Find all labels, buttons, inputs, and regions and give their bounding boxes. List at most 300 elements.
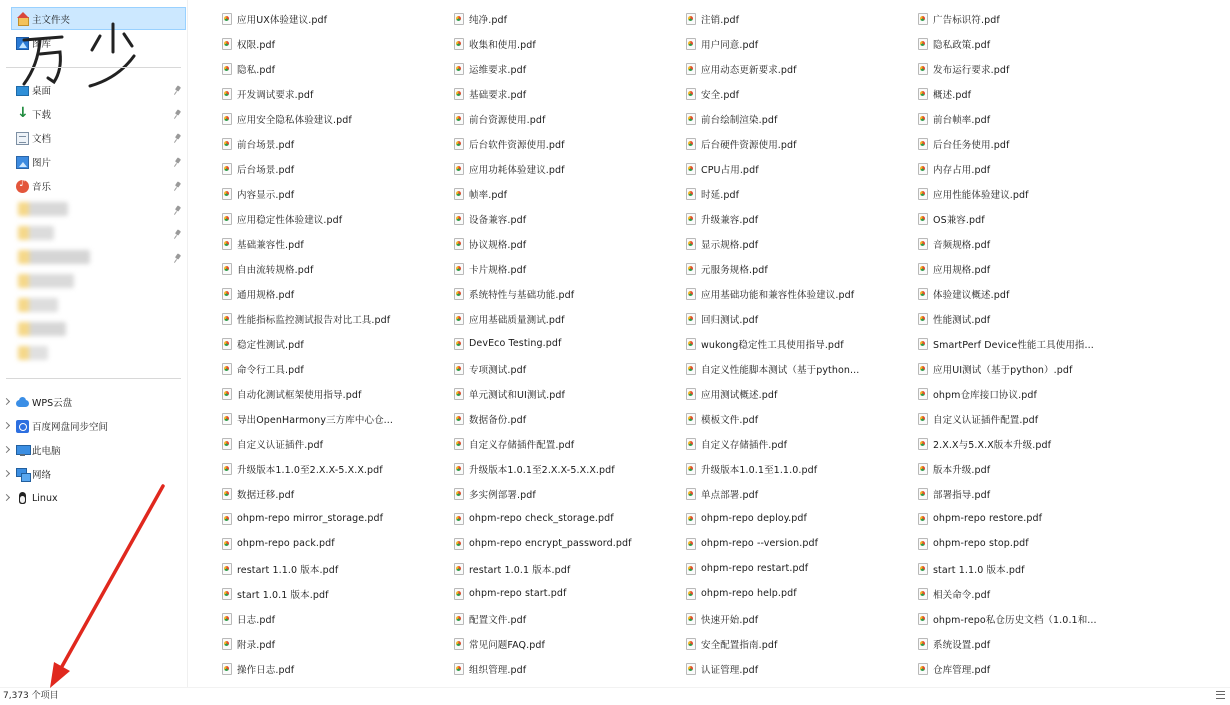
redacted-folder[interactable]: [18, 322, 66, 336]
file-item[interactable]: [222, 156, 442, 181]
file-name: 协议规格.pdf: [469, 239, 527, 251]
details-view-icon[interactable]: [1215, 689, 1226, 700]
file-item[interactable]: [454, 381, 674, 406]
file-item[interactable]: [454, 231, 674, 256]
file-name: 应用功耗体验建议.pdf: [469, 164, 565, 176]
file-item[interactable]: [918, 531, 1138, 556]
nav-item-label: 主文件夹: [32, 14, 71, 26]
chevron-right-icon[interactable]: [3, 470, 10, 477]
pdf-file-icon: [222, 138, 231, 149]
pin-icon: [175, 182, 182, 191]
pdf-file-icon: [686, 388, 695, 399]
file-item[interactable]: [686, 81, 906, 106]
pdf-file-icon: [222, 513, 231, 524]
file-name: 应用测试概述.pdf: [701, 389, 778, 401]
file-name: 自定义认证插件配置.pdf: [933, 414, 1039, 426]
pdf-file-icon: [686, 63, 695, 74]
file-item[interactable]: [918, 631, 1138, 656]
pdf-file-icon: [454, 538, 463, 549]
file-name: 权限.pdf: [237, 39, 276, 51]
nav-item-pictures[interactable]: [16, 151, 51, 173]
chevron-right-icon[interactable]: [3, 398, 10, 405]
pdf-file-icon: [454, 288, 463, 299]
file-item[interactable]: [686, 106, 906, 131]
pdf-file-icon: [222, 13, 231, 24]
file-item[interactable]: [918, 431, 1138, 456]
redacted-folder[interactable]: [18, 298, 58, 312]
file-name: ohpm-repo --version.pdf: [701, 538, 819, 549]
file-name: 应用UI测试（基于python）.pdf: [933, 364, 1073, 376]
nav-item-music[interactable]: [16, 175, 51, 197]
pdf-file-icon: [686, 288, 695, 299]
pdf-file-icon: [454, 413, 463, 424]
desktop-icon: [16, 86, 29, 96]
file-item[interactable]: [454, 431, 674, 456]
file-item[interactable]: [686, 531, 906, 556]
pin-icon: [175, 134, 182, 143]
file-item[interactable]: [686, 256, 906, 281]
pin-icon: [175, 230, 182, 239]
pdf-file-icon: [918, 463, 927, 474]
file-item[interactable]: [918, 656, 1138, 681]
pdf-file-icon: [454, 463, 463, 474]
pdf-file-icon: [222, 63, 231, 74]
file-name: 前台场景.pdf: [237, 139, 295, 151]
file-item[interactable]: [686, 656, 906, 681]
file-name: 自定义存储插件.pdf: [701, 439, 788, 451]
file-name: 运维要求.pdf: [469, 64, 527, 76]
file-item[interactable]: [918, 156, 1138, 181]
file-item[interactable]: [686, 156, 906, 181]
pdf-file-icon: [454, 663, 463, 674]
nav-item-label: 音乐: [32, 182, 52, 193]
file-item[interactable]: [454, 406, 674, 431]
file-name: ohpm-repo restart.pdf: [701, 563, 809, 574]
nav-item-network[interactable]: [16, 463, 51, 485]
file-name: 基础兼容性.pdf: [237, 239, 304, 251]
file-name: 设备兼容.pdf: [469, 214, 527, 226]
file-name: 应用稳定性体验建议.pdf: [237, 214, 343, 226]
pdf-file-icon: [222, 413, 231, 424]
pin-icon: [175, 206, 182, 215]
navigation-pane: [0, 0, 188, 688]
file-item[interactable]: [686, 406, 906, 431]
file-item[interactable]: [454, 506, 674, 531]
pin-icon: [175, 254, 182, 263]
pdf-file-icon: [686, 538, 695, 549]
file-item[interactable]: [222, 481, 442, 506]
file-name: 性能指标监控测试报告对比工具.pdf: [237, 314, 391, 326]
redacted-folder[interactable]: [18, 202, 68, 216]
file-item[interactable]: [222, 306, 442, 331]
file-item[interactable]: [222, 281, 442, 306]
file-item[interactable]: [454, 31, 674, 56]
pdf-file-icon: [454, 338, 463, 349]
file-name: 相关命令.pdf: [933, 589, 991, 601]
file-name: 版本升级.pdf: [933, 464, 991, 476]
file-name: 组织管理.pdf: [469, 664, 527, 676]
file-item[interactable]: [918, 256, 1138, 281]
pdf-file-icon: [686, 238, 695, 249]
file-name: 升级兼容.pdf: [701, 214, 759, 226]
file-item[interactable]: [918, 606, 1138, 631]
file-item[interactable]: [918, 556, 1138, 581]
file-name: 多实例部署.pdf: [469, 489, 536, 501]
pdf-file-icon: [686, 638, 695, 649]
file-name: 专项测试.pdf: [469, 364, 527, 376]
file-item[interactable]: [222, 456, 442, 481]
file-item[interactable]: [222, 181, 442, 206]
file-item[interactable]: [454, 56, 674, 81]
file-name: 仓库管理.pdf: [933, 664, 991, 676]
file-item[interactable]: [686, 231, 906, 256]
nav-item-label: 文档: [32, 134, 52, 145]
file-item[interactable]: [454, 481, 674, 506]
file-item[interactable]: [222, 6, 442, 31]
file-name: 安全配置指南.pdf: [701, 639, 778, 651]
redacted-folder[interactable]: [18, 274, 74, 288]
file-name: 卡片规格.pdf: [469, 264, 527, 276]
file-item[interactable]: [222, 431, 442, 456]
file-item[interactable]: [454, 581, 674, 606]
pdf-file-icon: [918, 163, 927, 174]
nav-item-wps-cloud[interactable]: [16, 391, 72, 413]
file-item[interactable]: [686, 356, 906, 381]
chevron-right-icon[interactable]: [3, 446, 10, 453]
pdf-file-icon: [686, 213, 695, 224]
pdf-file-icon: [686, 663, 695, 674]
file-name: start 1.0.1 版本.pdf: [237, 589, 329, 601]
file-item[interactable]: [686, 606, 906, 631]
pdf-file-icon: [454, 113, 463, 124]
file-name: 后台场景.pdf: [237, 164, 295, 176]
file-name: 后台硬件资源使用.pdf: [701, 139, 797, 151]
file-item[interactable]: [222, 606, 442, 631]
pdf-file-icon: [454, 438, 463, 449]
file-name: 数据备份.pdf: [469, 414, 527, 426]
file-name: 回归测试.pdf: [701, 314, 759, 326]
pdf-file-icon: [222, 613, 231, 624]
pdf-file-icon: [454, 163, 463, 174]
pdf-file-icon: [454, 88, 463, 99]
file-item[interactable]: [222, 656, 442, 681]
redacted-folder[interactable]: [18, 226, 54, 240]
file-item[interactable]: [222, 131, 442, 156]
file-name: 升级版本1.1.0至2.X.X-5.X.X.pdf: [237, 464, 383, 476]
computer-icon: [16, 444, 29, 457]
file-item[interactable]: [222, 56, 442, 81]
pdf-file-icon: [686, 488, 695, 499]
separator: [6, 67, 181, 68]
pdf-file-icon: [222, 188, 231, 199]
pdf-file-icon: [918, 138, 927, 149]
file-item[interactable]: [686, 581, 906, 606]
file-item[interactable]: [686, 31, 906, 56]
pdf-file-icon: [686, 363, 695, 374]
file-name: 配置文件.pdf: [469, 614, 527, 626]
file-item[interactable]: [454, 81, 674, 106]
file-name: SmartPerf Device性能工具使用指...: [933, 339, 1094, 351]
chevron-right-icon[interactable]: [3, 422, 10, 429]
file-item[interactable]: [222, 31, 442, 56]
file-item[interactable]: [918, 181, 1138, 206]
file-item[interactable]: [918, 481, 1138, 506]
nav-item-this-pc[interactable]: [16, 439, 61, 461]
file-name: restart 1.0.1 版本.pdf: [469, 564, 571, 576]
file-name: 隐私.pdf: [237, 64, 276, 76]
pdf-file-icon: [918, 88, 927, 99]
file-name: 自动化测试框架使用指导.pdf: [237, 389, 362, 401]
pdf-file-icon: [686, 313, 695, 324]
file-item[interactable]: [454, 6, 674, 31]
file-name: ohpm-repo stop.pdf: [933, 538, 1029, 549]
nav-item-home[interactable]: [11, 7, 186, 30]
file-item[interactable]: [918, 381, 1138, 406]
nav-item-desktop[interactable]: [16, 79, 51, 101]
pdf-file-icon: [918, 338, 927, 349]
file-item[interactable]: [222, 381, 442, 406]
pdf-file-icon: [686, 513, 695, 524]
pdf-file-icon: [222, 338, 231, 349]
file-name: 前台资源使用.pdf: [469, 114, 546, 126]
nav-item-label: Linux: [32, 492, 58, 504]
file-item[interactable]: [454, 631, 674, 656]
file-name: 应用动态更新要求.pdf: [701, 64, 797, 76]
file-name: 自由流转规格.pdf: [237, 264, 314, 276]
file-name: 数据迁移.pdf: [237, 489, 295, 501]
chevron-right-icon[interactable]: [3, 494, 10, 501]
file-item[interactable]: [918, 506, 1138, 531]
gallery-icon: [16, 37, 29, 50]
file-item[interactable]: [454, 256, 674, 281]
file-item[interactable]: [454, 106, 674, 131]
file-item[interactable]: [918, 131, 1138, 156]
file-name: ohpm-repo restore.pdf: [933, 513, 1043, 524]
file-name: 认证管理.pdf: [701, 664, 759, 676]
pdf-file-icon: [454, 13, 463, 24]
file-item[interactable]: [454, 281, 674, 306]
file-item[interactable]: [918, 31, 1138, 56]
file-item[interactable]: [686, 456, 906, 481]
file-item[interactable]: [918, 106, 1138, 131]
pdf-file-icon: [918, 263, 927, 274]
pdf-file-icon: [918, 363, 927, 374]
file-item[interactable]: [222, 331, 442, 356]
file-item[interactable]: [918, 231, 1138, 256]
file-name: 纯净.pdf: [469, 14, 508, 26]
file-name: ohpm-repo pack.pdf: [237, 538, 335, 549]
nav-item-baidu-sync[interactable]: [16, 415, 108, 437]
file-item[interactable]: [686, 181, 906, 206]
file-item[interactable]: [686, 281, 906, 306]
nav-item-label: 百度网盘同步空间: [32, 422, 109, 433]
pdf-file-icon: [222, 88, 231, 99]
nav-item-linux[interactable]: [16, 487, 58, 509]
file-name: 内容显示.pdf: [237, 189, 295, 201]
file-item[interactable]: [454, 606, 674, 631]
file-name: ohpm-repo私仓历史文档（1.0.1和...: [933, 614, 1097, 626]
file-item[interactable]: [686, 481, 906, 506]
pdf-file-icon: [454, 588, 463, 599]
file-item[interactable]: [686, 381, 906, 406]
file-name: 用户同意.pdf: [701, 39, 759, 51]
file-item[interactable]: [222, 531, 442, 556]
nav-item-label: 桌面: [32, 86, 52, 97]
file-name: 附录.pdf: [237, 639, 276, 651]
pdf-file-icon: [918, 663, 927, 674]
file-item[interactable]: [454, 456, 674, 481]
pdf-file-icon: [918, 488, 927, 499]
pdf-file-icon: [454, 563, 463, 574]
file-item[interactable]: [454, 206, 674, 231]
file-name: 性能测试.pdf: [933, 314, 991, 326]
file-item[interactable]: [686, 206, 906, 231]
file-name: 安全.pdf: [701, 89, 740, 101]
redacted-folder[interactable]: [18, 250, 90, 264]
pin-icon: [175, 158, 182, 167]
file-item[interactable]: [454, 531, 674, 556]
pdf-file-icon: [918, 13, 927, 24]
file-item[interactable]: [918, 356, 1138, 381]
file-item[interactable]: [918, 406, 1138, 431]
download-icon: [16, 108, 29, 121]
file-item[interactable]: [222, 231, 442, 256]
file-item[interactable]: [454, 306, 674, 331]
file-item[interactable]: [686, 506, 906, 531]
file-item[interactable]: [222, 406, 442, 431]
file-name: ohpm-repo start.pdf: [469, 588, 567, 599]
pin-icon: [175, 86, 182, 95]
nav-item-downloads[interactable]: [16, 103, 51, 125]
pdf-file-icon: [918, 113, 927, 124]
file-item[interactable]: [918, 331, 1138, 356]
file-item[interactable]: [222, 106, 442, 131]
file-item[interactable]: [686, 131, 906, 156]
file-item[interactable]: [686, 631, 906, 656]
pdf-file-icon: [222, 563, 231, 574]
pdf-file-icon: [454, 138, 463, 149]
file-item[interactable]: [686, 6, 906, 31]
pdf-file-icon: [918, 563, 927, 574]
pdf-file-icon: [918, 538, 927, 549]
file-item[interactable]: [222, 506, 442, 531]
file-item[interactable]: [454, 656, 674, 681]
file-item[interactable]: [222, 81, 442, 106]
cloud-icon: [16, 396, 29, 409]
pdf-file-icon: [918, 388, 927, 399]
file-name: 2.X.X与5.X.X版本升级.pdf: [933, 439, 1052, 451]
file-item[interactable]: [686, 56, 906, 81]
file-item[interactable]: [686, 331, 906, 356]
file-name: 后台软件资源使用.pdf: [469, 139, 565, 151]
pdf-file-icon: [918, 438, 927, 449]
file-name: 开发调试要求.pdf: [237, 89, 314, 101]
file-name: 日志.pdf: [237, 614, 276, 626]
file-item[interactable]: [918, 6, 1138, 31]
file-item[interactable]: [918, 56, 1138, 81]
pdf-file-icon: [222, 438, 231, 449]
file-item[interactable]: [222, 256, 442, 281]
pdf-file-icon: [454, 213, 463, 224]
file-name: ohpm-repo check_storage.pdf: [469, 513, 614, 524]
file-name: 系统设置.pdf: [933, 639, 991, 651]
pdf-file-icon: [454, 188, 463, 199]
file-item[interactable]: [454, 131, 674, 156]
redacted-folder[interactable]: [18, 346, 48, 360]
pdf-file-icon: [918, 188, 927, 199]
pdf-file-icon: [222, 288, 231, 299]
file-item[interactable]: [918, 581, 1138, 606]
file-name: 自定义认证插件.pdf: [237, 439, 324, 451]
pdf-file-icon: [918, 238, 927, 249]
pdf-file-icon: [454, 238, 463, 249]
file-name: 模板文件.pdf: [701, 414, 759, 426]
nav-item-documents[interactable]: [16, 127, 51, 149]
pdf-file-icon: [454, 638, 463, 649]
pdf-file-icon: [686, 88, 695, 99]
file-item[interactable]: [918, 206, 1138, 231]
file-item[interactable]: [222, 581, 442, 606]
network-icon: [16, 468, 29, 481]
file-item[interactable]: [454, 356, 674, 381]
pdf-file-icon: [686, 38, 695, 49]
pdf-file-icon: [686, 413, 695, 424]
pdf-file-icon: [918, 638, 927, 649]
file-name: CPU占用.pdf: [701, 164, 759, 176]
item-count: 7,373 个项目: [3, 691, 59, 701]
file-name: 广告标识符.pdf: [933, 14, 1000, 26]
pdf-file-icon: [686, 188, 695, 199]
pdf-file-icon: [222, 263, 231, 274]
pdf-file-icon: [222, 463, 231, 474]
pdf-file-icon: [222, 213, 231, 224]
pdf-file-icon: [918, 313, 927, 324]
file-item[interactable]: [918, 456, 1138, 481]
pdf-file-icon: [454, 388, 463, 399]
file-item[interactable]: [222, 556, 442, 581]
file-item[interactable]: [918, 281, 1138, 306]
file-item[interactable]: [686, 431, 906, 456]
file-item[interactable]: [686, 306, 906, 331]
file-item[interactable]: [686, 556, 906, 581]
pdf-file-icon: [454, 363, 463, 374]
file-item[interactable]: [454, 156, 674, 181]
file-item[interactable]: [918, 81, 1138, 106]
file-name: 升级版本1.0.1至2.X.X-5.X.X.pdf: [469, 464, 615, 476]
nav-item-gallery[interactable]: [16, 32, 51, 54]
file-item[interactable]: [222, 356, 442, 381]
file-item[interactable]: [454, 181, 674, 206]
file-item[interactable]: [918, 306, 1138, 331]
pdf-file-icon: [918, 288, 927, 299]
file-name: 自定义性能脚本测试（基于python...: [701, 364, 860, 376]
separator: [6, 378, 181, 379]
file-item[interactable]: [454, 556, 674, 581]
file-item[interactable]: [222, 631, 442, 656]
music-icon: [16, 180, 29, 193]
file-item[interactable]: [454, 331, 674, 356]
nav-item-label: 此电脑: [32, 446, 61, 457]
pdf-file-icon: [686, 113, 695, 124]
file-name: restart 1.1.0 版本.pdf: [237, 564, 339, 576]
file-name: 系统特性与基础功能.pdf: [469, 289, 575, 301]
pdf-file-icon: [918, 413, 927, 424]
file-item[interactable]: [222, 206, 442, 231]
file-name: 部署指导.pdf: [933, 489, 991, 501]
file-name: 基础要求.pdf: [469, 89, 527, 101]
file-name: 收集和使用.pdf: [469, 39, 536, 51]
pdf-file-icon: [454, 63, 463, 74]
